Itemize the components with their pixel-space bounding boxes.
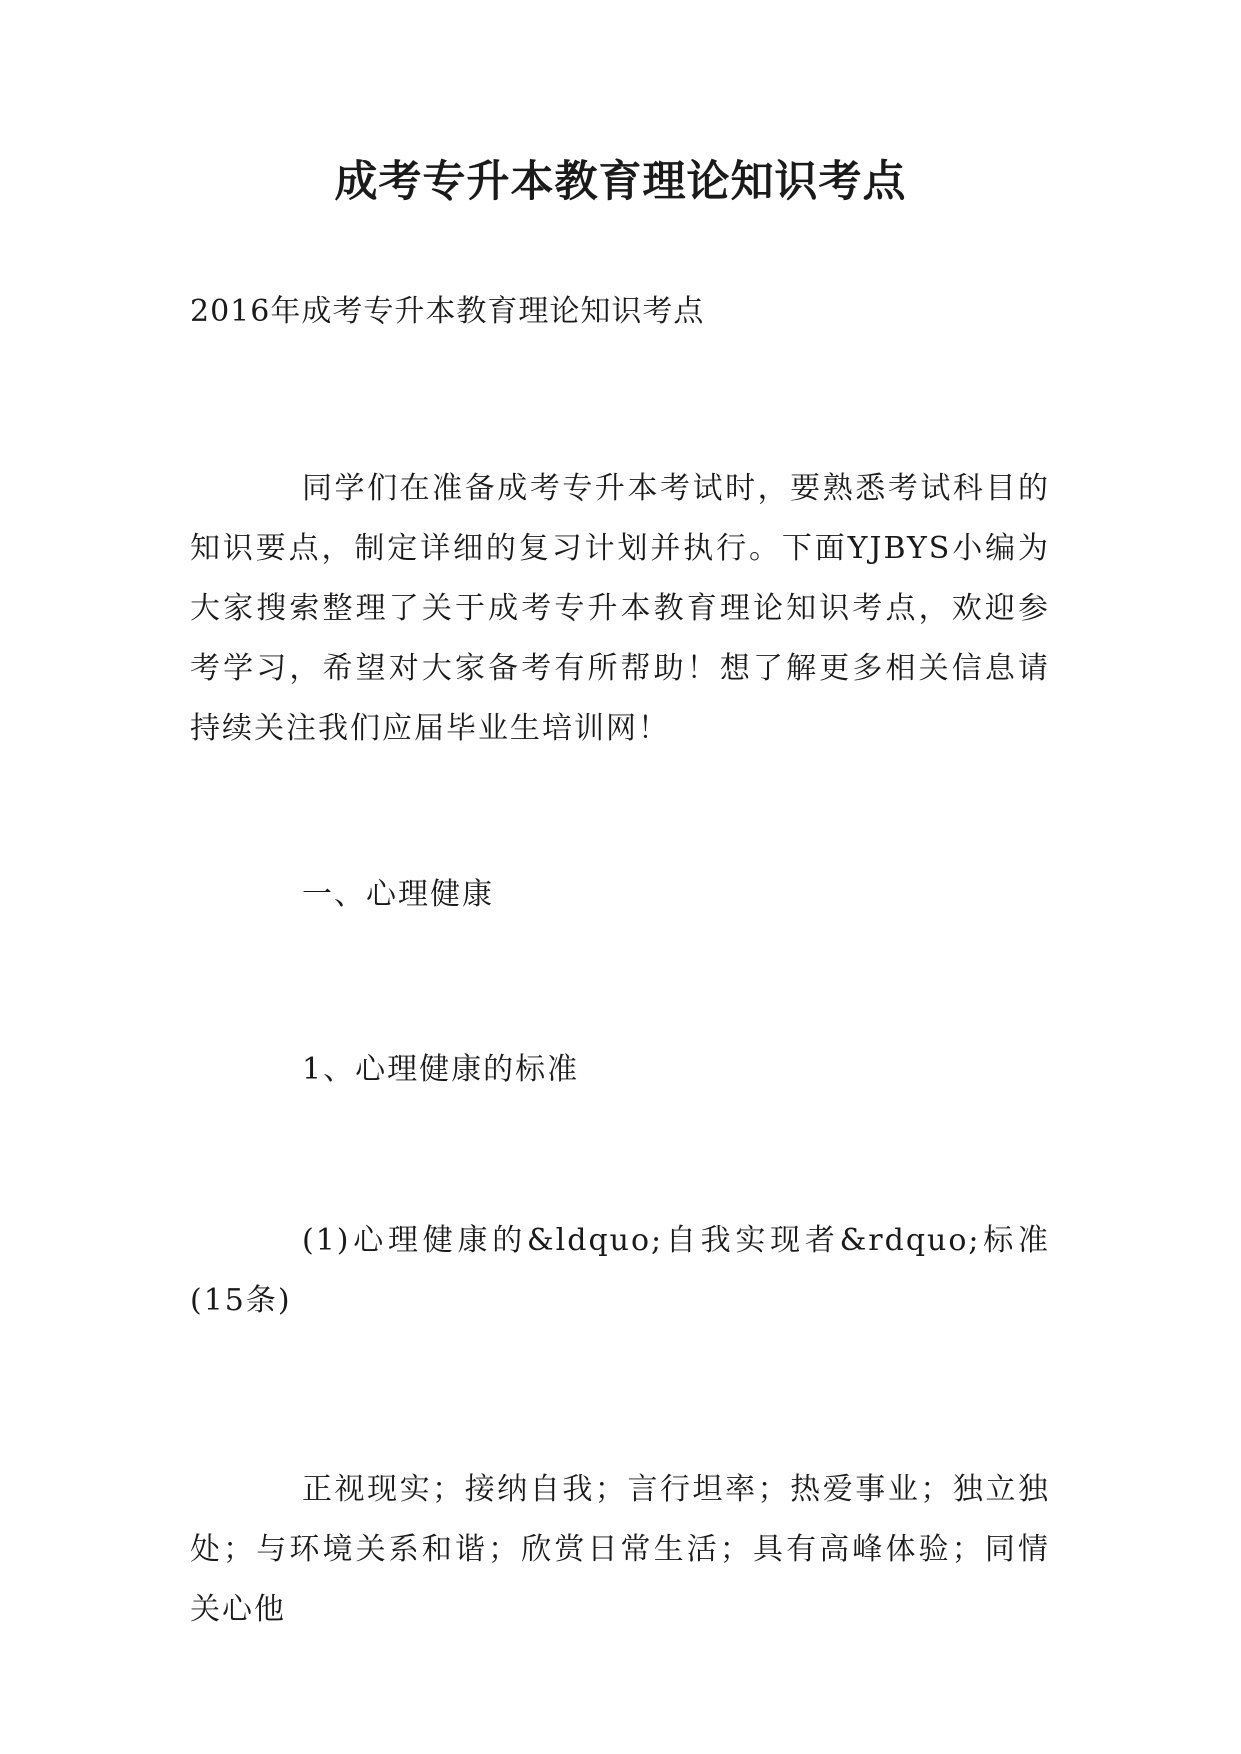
section-heading: 一、心理健康: [302, 877, 494, 912]
document-title: 成考专升本教育理论知识考点: [334, 157, 907, 207]
body-paragraph: 正视现实；接纳自我；言行坦率；热爱事业；独立独处；与环境关系和谐；欣赏日常生活；具有高峰体验；同情关心他: [190, 1472, 1050, 1627]
subsection-heading: 1、心理健康的标准: [302, 1052, 580, 1087]
item-heading: (1)心理健康的&ldquo;自我实现者&rdquo;标准(15条): [190, 1223, 1050, 1318]
intro-paragraph: 同学们在准备成考专升本考试时，要熟悉考试科目的知识要点，制定详细的复习计划并执行。下面YJBYS小编为大家搜索整理了关于成考专升本教育理论知识考点，欢迎参考学习，希望对大家备考有所帮助！想了解更多相关信息请持续关注我们应届毕业生培训网！: [190, 471, 1050, 746]
document-subtitle: 2016年成考专升本教育理论知识考点: [190, 294, 705, 329]
